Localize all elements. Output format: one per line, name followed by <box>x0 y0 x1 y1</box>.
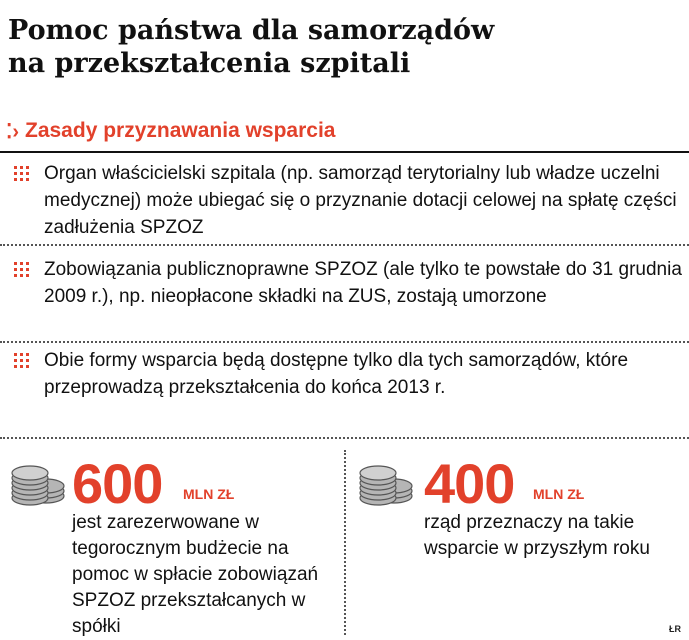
dot-grid-icon <box>14 262 30 278</box>
section-header <box>0 117 689 153</box>
list-item <box>0 256 689 343</box>
stat-unit: MLN ZŁ <box>533 486 585 502</box>
divider <box>0 437 689 439</box>
stat-description: jest zarezerwowane w tegorocznym budżecie na pomoc w spłacie zobowiązań SPZOZ przekształcanych w spółki <box>72 512 319 637</box>
author-credit: ŁR <box>669 624 681 634</box>
list-item-text: Obie formy wsparcia będą dostępne tylko dla tych samorządów, które przeprowadzą przekształcenia do końca 2013 r. <box>44 350 629 398</box>
title-line-2: na przekształcenia szpitali <box>8 48 411 79</box>
list-item-text: Zobowiązania publicznoprawne SPZOZ (ale tylko te powstałe do 31 grudnia 2009 r.), np. nieopłacone składki na ZUS, zostają umorzone <box>44 259 682 307</box>
dot-grid-icon <box>14 353 30 369</box>
list-item <box>0 347 689 405</box>
stat-number: 400 <box>424 452 515 515</box>
list-item-text: Organ właścicielski szpitala (np. samorząd terytorialny lub władze uczelni medycznej) może ubiegać się o przyznanie dotacji celowej na spłatę części zadłużenia SPZOZ <box>44 163 677 238</box>
column-divider <box>344 450 346 635</box>
title-line-1: Pomoc państwa dla samorządów <box>8 15 495 46</box>
dot-grid-icon <box>14 166 30 182</box>
coin-stack-icon <box>356 458 416 508</box>
stat-number: 600 <box>72 452 163 515</box>
stat-unit: MLN ZŁ <box>183 486 235 502</box>
stat-description: rząd przeznaczy na takie wsparcie w przyszłym roku <box>424 512 650 559</box>
coin-stack-icon <box>8 458 68 508</box>
section-marker-icon: ⁚› <box>6 121 20 143</box>
list-item <box>0 160 689 246</box>
section-heading: Zasady przyznawania wsparcia <box>25 119 336 142</box>
page-title <box>8 14 494 80</box>
